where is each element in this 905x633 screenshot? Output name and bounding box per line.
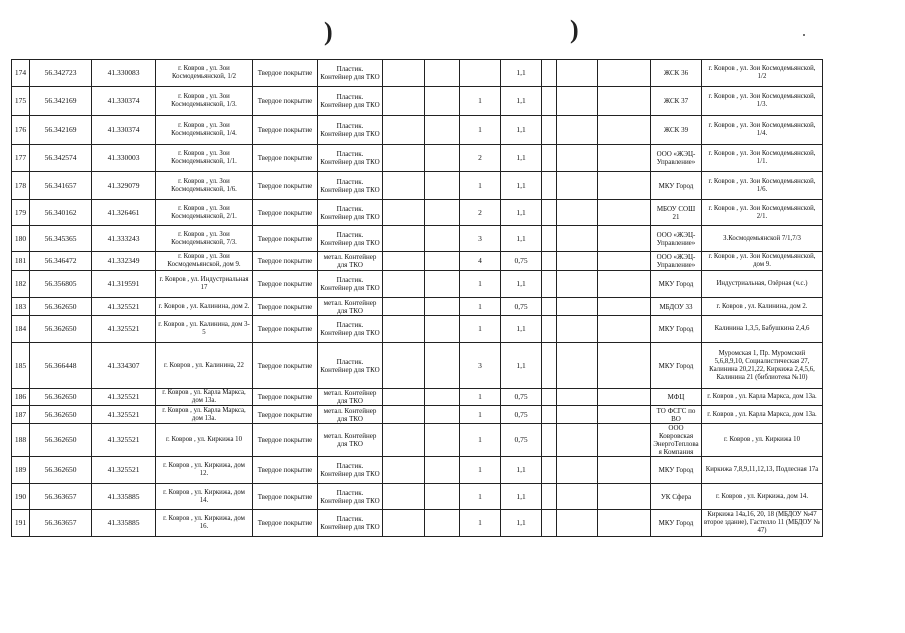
container-volume: 0,75	[501, 406, 542, 424]
empty-cell	[542, 60, 557, 87]
empty-cell	[383, 298, 425, 316]
container-volume: 1,1	[501, 316, 542, 343]
empty-cell	[557, 60, 598, 87]
empty-cell	[425, 298, 460, 316]
container-volume: 1,1	[501, 484, 542, 510]
site-address: г. Ковров , ул. Зои Космодемьянской, 7/3.	[156, 226, 253, 252]
owner-address: г. Ковров , ул. Зои Космодемьянской, 1/4.	[702, 116, 823, 145]
latitude: 56.362650	[30, 316, 92, 343]
container-type: Пластик. Контейнер для ТКО	[318, 316, 383, 343]
longitude: 41.332349	[92, 252, 156, 271]
latitude: 56.362650	[30, 406, 92, 424]
empty-cell	[598, 424, 651, 457]
empty-cell	[383, 424, 425, 457]
latitude: 56.356805	[30, 271, 92, 298]
empty-cell	[383, 389, 425, 406]
row-number: 182	[12, 271, 30, 298]
surface-type: Твердое покрытие	[253, 389, 318, 406]
empty-cell	[557, 145, 598, 172]
row-number: 187	[12, 406, 30, 424]
container-volume: 1,1	[501, 60, 542, 87]
empty-cell	[598, 316, 651, 343]
owner-address: г. Ковров , ул. Зои Космодемьянской, 1/6.	[702, 172, 823, 200]
owner-address: г. Ковров , ул. Зои Космодемьянской, 1/1.	[702, 145, 823, 172]
owner-name: ЖСК 39	[651, 116, 702, 145]
longitude: 41.325521	[92, 424, 156, 457]
owner-address: г. Ковров , ул. Зои Космодемьянской, 1/2	[702, 60, 823, 87]
surface-type: Твердое покрытие	[253, 316, 318, 343]
latitude: 56.346472	[30, 252, 92, 271]
latitude: 56.340162	[30, 200, 92, 226]
container-type: Пластик. Контейнер для ТКО	[318, 200, 383, 226]
empty-cell	[557, 510, 598, 537]
owner-name: МБДОУ 33	[651, 298, 702, 316]
container-volume: 0,75	[501, 424, 542, 457]
empty-cell	[542, 172, 557, 200]
site-address: г. Ковров , ул. Киркижа, дом 16.	[156, 510, 253, 537]
empty-cell	[383, 271, 425, 298]
empty-cell	[425, 510, 460, 537]
empty-cell	[425, 60, 460, 87]
longitude: 41.325521	[92, 316, 156, 343]
container-type: Пластик. Контейнер для ТКО	[318, 116, 383, 145]
empty-cell	[383, 200, 425, 226]
surface-type: Твердое покрытие	[253, 271, 318, 298]
container-type: метал. Контейнер для ТКО	[318, 298, 383, 316]
surface-type: Твердое покрытие	[253, 406, 318, 424]
longitude: 41.335885	[92, 510, 156, 537]
longitude: 41.335885	[92, 484, 156, 510]
surface-type: Твердое покрытие	[253, 200, 318, 226]
container-type: метал. Контейнер для ТКО	[318, 389, 383, 406]
longitude: 41.329079	[92, 172, 156, 200]
row-number: 181	[12, 252, 30, 271]
empty-cell	[542, 87, 557, 116]
empty-cell	[557, 200, 598, 226]
container-sites-table	[11, 59, 823, 537]
empty-cell	[425, 424, 460, 457]
empty-cell	[542, 457, 557, 484]
owner-name: ЖСК 37	[651, 87, 702, 116]
row-number: 177	[12, 145, 30, 172]
empty-cell	[383, 406, 425, 424]
empty-cell	[542, 252, 557, 271]
empty-cell	[383, 457, 425, 484]
surface-type: Твердое покрытие	[253, 510, 318, 537]
table-row	[12, 60, 823, 87]
longitude: 41.330083	[92, 60, 156, 87]
empty-cell	[598, 252, 651, 271]
empty-cell	[598, 172, 651, 200]
empty-cell	[598, 87, 651, 116]
empty-cell	[425, 172, 460, 200]
container-count: 1	[460, 424, 501, 457]
empty-cell	[542, 389, 557, 406]
owner-name: ТО ФСГС по ВО	[651, 406, 702, 424]
table-row	[12, 145, 823, 172]
container-type: Пластик. Контейнер для ТКО	[318, 343, 383, 389]
owner-name: МКУ Город	[651, 510, 702, 537]
site-address: г. Ковров , ул. Зои Космодемьянской, 1/1.	[156, 145, 253, 172]
site-address: г. Ковров , ул. Калинина, 22	[156, 343, 253, 389]
empty-cell	[383, 116, 425, 145]
surface-type: Твердое покрытие	[253, 172, 318, 200]
container-count: 4	[460, 252, 501, 271]
owner-name: ЖСК 36	[651, 60, 702, 87]
owner-name: МКУ Город	[651, 316, 702, 343]
container-type: Пластик. Контейнер для ТКО	[318, 145, 383, 172]
empty-cell	[383, 172, 425, 200]
table-row	[12, 172, 823, 200]
empty-cell	[542, 424, 557, 457]
container-volume: 1,1	[501, 200, 542, 226]
owner-name: ООО «ЖЭЦ-Управление»	[651, 226, 702, 252]
container-count	[460, 60, 501, 87]
container-count: 1	[460, 87, 501, 116]
latitude: 56.342169	[30, 116, 92, 145]
latitude: 56.341657	[30, 172, 92, 200]
row-number: 174	[12, 60, 30, 87]
empty-cell	[557, 252, 598, 271]
empty-cell	[425, 200, 460, 226]
site-address: г. Ковров , ул. Киркижа 10	[156, 424, 253, 457]
empty-cell	[542, 406, 557, 424]
empty-cell	[557, 271, 598, 298]
container-volume: 1,1	[501, 116, 542, 145]
row-number: 186	[12, 389, 30, 406]
table-row	[12, 389, 823, 406]
owner-address: Киркижа 14а,16, 20, 18 (МБДОУ №47 второе здание), Гастелло 11 (МБДОУ № 47)	[702, 510, 823, 537]
row-number: 178	[12, 172, 30, 200]
empty-cell	[598, 510, 651, 537]
longitude: 41.330374	[92, 87, 156, 116]
table-row	[12, 424, 823, 457]
site-address: г. Ковров , ул. Карла Маркса, дом 13а.	[156, 389, 253, 406]
container-type: Пластик. Контейнер для ТКО	[318, 457, 383, 484]
empty-cell	[557, 172, 598, 200]
owner-address: Киркижа 7,8,9,11,12,13, Подлесная 17а	[702, 457, 823, 484]
empty-cell	[557, 116, 598, 145]
empty-cell	[598, 298, 651, 316]
empty-cell	[598, 406, 651, 424]
empty-cell	[542, 271, 557, 298]
empty-cell	[383, 316, 425, 343]
owner-address: г. Ковров , ул. Карла Маркса, дом 13а.	[702, 406, 823, 424]
owner-address: г. Ковров , ул. Зои Космодемьянской, 2/1.	[702, 200, 823, 226]
row-number: 188	[12, 424, 30, 457]
table-row	[12, 200, 823, 226]
table-row	[12, 87, 823, 116]
empty-cell	[383, 252, 425, 271]
site-address: г. Ковров , ул. Калинина, дом 2.	[156, 298, 253, 316]
empty-cell	[542, 298, 557, 316]
latitude: 56.366448	[30, 343, 92, 389]
table-row	[12, 271, 823, 298]
container-volume: 0,75	[501, 298, 542, 316]
empty-cell	[598, 145, 651, 172]
longitude: 41.325521	[92, 298, 156, 316]
latitude: 56.362650	[30, 298, 92, 316]
empty-cell	[425, 406, 460, 424]
row-number: 175	[12, 87, 30, 116]
empty-cell	[425, 389, 460, 406]
table-row	[12, 298, 823, 316]
container-count: 2	[460, 200, 501, 226]
empty-cell	[557, 343, 598, 389]
surface-type: Твердое покрытие	[253, 87, 318, 116]
owner-address: г. Ковров , ул. Карла Маркса, дом 13а.	[702, 389, 823, 406]
empty-cell	[542, 116, 557, 145]
owner-address: г. Ковров , ул. Зои Космодемьянской, 1/3.	[702, 87, 823, 116]
owner-name: МКУ Город	[651, 343, 702, 389]
empty-cell	[383, 510, 425, 537]
container-volume: 1,1	[501, 343, 542, 389]
site-address: г. Ковров , ул. Зои Космодемьянской, 2/1.	[156, 200, 253, 226]
container-count: 3	[460, 226, 501, 252]
site-address: г. Ковров , ул. Зои Космодемьянской, 1/3.	[156, 87, 253, 116]
table-row	[12, 406, 823, 424]
container-count: 1	[460, 406, 501, 424]
empty-cell	[425, 271, 460, 298]
latitude: 56.362650	[30, 389, 92, 406]
row-number: 180	[12, 226, 30, 252]
empty-cell	[598, 271, 651, 298]
site-address: г. Ковров , ул. Киркижа, дом 14.	[156, 484, 253, 510]
container-count: 1	[460, 172, 501, 200]
row-number: 191	[12, 510, 30, 537]
longitude: 41.325521	[92, 406, 156, 424]
table-body	[12, 60, 823, 537]
site-address: г. Ковров , ул. Зои Космодемьянской, 1/2	[156, 60, 253, 87]
empty-cell	[425, 145, 460, 172]
empty-cell	[598, 343, 651, 389]
owner-name: МБОУ СОШ 21	[651, 200, 702, 226]
container-count: 1	[460, 389, 501, 406]
empty-cell	[542, 200, 557, 226]
container-volume: 1,1	[501, 145, 542, 172]
table-row	[12, 343, 823, 389]
container-type: метал. Контейнер для ТКО	[318, 252, 383, 271]
surface-type: Твердое покрытие	[253, 226, 318, 252]
latitude: 56.363657	[30, 484, 92, 510]
container-type: Пластик. Контейнер для ТКО	[318, 226, 383, 252]
row-number: 185	[12, 343, 30, 389]
binder-hole-mark: )	[324, 17, 333, 46]
container-volume: 1,1	[501, 87, 542, 116]
row-number: 184	[12, 316, 30, 343]
site-address: г. Ковров , ул. Зои Космодемьянской, 1/4.	[156, 116, 253, 145]
empty-cell	[557, 424, 598, 457]
empty-cell	[598, 457, 651, 484]
latitude: 56.345365	[30, 226, 92, 252]
empty-cell	[542, 226, 557, 252]
owner-name: ООО «ЖЭЦ-Управление»	[651, 252, 702, 271]
container-count: 1	[460, 116, 501, 145]
container-volume: 1,1	[501, 271, 542, 298]
container-count: 3	[460, 343, 501, 389]
surface-type: Твердое покрытие	[253, 116, 318, 145]
empty-cell	[383, 145, 425, 172]
container-count: 1	[460, 484, 501, 510]
surface-type: Твердое покрытие	[253, 343, 318, 389]
empty-cell	[542, 145, 557, 172]
empty-cell	[557, 484, 598, 510]
latitude: 56.342574	[30, 145, 92, 172]
empty-cell	[598, 484, 651, 510]
empty-cell	[383, 343, 425, 389]
container-volume: 1,1	[501, 172, 542, 200]
empty-cell	[598, 116, 651, 145]
empty-cell	[542, 343, 557, 389]
container-type: Пластик. Контейнер для ТКО	[318, 87, 383, 116]
latitude: 56.342723	[30, 60, 92, 87]
empty-cell	[557, 298, 598, 316]
empty-cell	[425, 343, 460, 389]
latitude: 56.362650	[30, 457, 92, 484]
latitude: 56.363657	[30, 510, 92, 537]
empty-cell	[542, 484, 557, 510]
table-row	[12, 316, 823, 343]
empty-cell	[598, 60, 651, 87]
container-volume: 1,1	[501, 457, 542, 484]
container-count: 1	[460, 457, 501, 484]
empty-cell	[425, 226, 460, 252]
empty-cell	[383, 60, 425, 87]
empty-cell	[557, 226, 598, 252]
site-address: г. Ковров , ул. Киркижа, дом 12.	[156, 457, 253, 484]
empty-cell	[383, 226, 425, 252]
empty-cell	[383, 87, 425, 116]
binder-hole-mark: )	[570, 15, 579, 44]
owner-name: ООО «ЖЭЦ-Управление»	[651, 145, 702, 172]
empty-cell	[383, 484, 425, 510]
container-count: 1	[460, 298, 501, 316]
surface-type: Твердое покрытие	[253, 424, 318, 457]
container-volume: 1,1	[501, 510, 542, 537]
longitude: 41.330374	[92, 116, 156, 145]
container-type: Пластик. Контейнер для ТКО	[318, 510, 383, 537]
container-count: 1	[460, 510, 501, 537]
row-number: 176	[12, 116, 30, 145]
site-address: г. Ковров , ул. Зои Космодемьянской, 1/6.	[156, 172, 253, 200]
latitude: 56.362650	[30, 424, 92, 457]
container-type: метал. Контейнер для ТКО	[318, 406, 383, 424]
table-row	[12, 116, 823, 145]
empty-cell	[425, 87, 460, 116]
empty-cell	[598, 200, 651, 226]
longitude: 41.333243	[92, 226, 156, 252]
row-number: 179	[12, 200, 30, 226]
owner-name: УК Сфера	[651, 484, 702, 510]
owner-name: МФЦ	[651, 389, 702, 406]
owner-name: ООО Ковровская ЭнергоТеплова я Компания	[651, 424, 702, 457]
table-row	[12, 457, 823, 484]
empty-cell	[598, 389, 651, 406]
surface-type: Твердое покрытие	[253, 60, 318, 87]
longitude: 41.325521	[92, 389, 156, 406]
longitude: 41.325521	[92, 457, 156, 484]
site-address: г. Ковров , ул. Калинина, дом 3-5	[156, 316, 253, 343]
table-row	[12, 510, 823, 537]
container-type: метал. Контейнер для ТКО	[318, 424, 383, 457]
owner-address: Калинина 1,3,5, Бабушкина 2,4,6	[702, 316, 823, 343]
empty-cell	[425, 316, 460, 343]
container-type: Пластик. Контейнер для ТКО	[318, 172, 383, 200]
empty-cell	[425, 116, 460, 145]
container-volume: 0,75	[501, 252, 542, 271]
owner-address: г. Ковров , ул. Зои Космодемьянской, дом 9.	[702, 252, 823, 271]
surface-type: Твердое покрытие	[253, 145, 318, 172]
surface-type: Твердое покрытие	[253, 298, 318, 316]
container-count: 1	[460, 316, 501, 343]
empty-cell	[557, 316, 598, 343]
site-address: г. Ковров , ул. Зои Космодемьянской, дом 9.	[156, 252, 253, 271]
container-count: 1	[460, 271, 501, 298]
empty-cell	[425, 252, 460, 271]
empty-cell	[598, 226, 651, 252]
container-type: Пластик. Контейнер для ТКО	[318, 271, 383, 298]
longitude: 41.319591	[92, 271, 156, 298]
scan-speck	[803, 34, 805, 36]
surface-type: Твердое покрытие	[253, 252, 318, 271]
site-address: г. Ковров , ул. Карла Маркса, дом 13а.	[156, 406, 253, 424]
empty-cell	[425, 457, 460, 484]
empty-cell	[557, 457, 598, 484]
empty-cell	[557, 406, 598, 424]
empty-cell	[557, 87, 598, 116]
row-number: 189	[12, 457, 30, 484]
surface-type: Твердое покрытие	[253, 457, 318, 484]
empty-cell	[557, 389, 598, 406]
longitude: 41.334307	[92, 343, 156, 389]
longitude: 41.326461	[92, 200, 156, 226]
surface-type: Твердое покрытие	[253, 484, 318, 510]
empty-cell	[542, 316, 557, 343]
owner-name: МКУ Город	[651, 172, 702, 200]
owner-address: г. Ковров , ул. Киркижа 10	[702, 424, 823, 457]
latitude: 56.342169	[30, 87, 92, 116]
container-type: Пластик. Контейнер для ТКО	[318, 484, 383, 510]
owner-address: г. Ковров , ул. Калинина, дом 2.	[702, 298, 823, 316]
owner-address: г. Ковров , ул. Киркижа, дом 14.	[702, 484, 823, 510]
table-row	[12, 484, 823, 510]
empty-cell	[542, 510, 557, 537]
owner-name: МКУ Город	[651, 457, 702, 484]
owner-address: Индустриальная, Озёрная (ч.с.)	[702, 271, 823, 298]
table-row	[12, 252, 823, 271]
container-volume: 0,75	[501, 389, 542, 406]
table-row	[12, 226, 823, 252]
row-number: 190	[12, 484, 30, 510]
container-count: 2	[460, 145, 501, 172]
owner-name: МКУ Город	[651, 271, 702, 298]
site-address: г. Ковров , ул. Индустриальная 17	[156, 271, 253, 298]
container-type: Пластик. Контейнер для ТКО	[318, 60, 383, 87]
longitude: 41.330003	[92, 145, 156, 172]
row-number: 183	[12, 298, 30, 316]
empty-cell	[425, 484, 460, 510]
container-volume: 1,1	[501, 226, 542, 252]
owner-address: З.Космодемьянской 7/1,7/3	[702, 226, 823, 252]
owner-address: Муромская 1, Пр. Муромский 5,6,8,9,10, Социалистическая 27, Калинина 20,21,22, Киркижа 2,4,5,6, Калинина 21 (библиотека №10)	[702, 343, 823, 389]
